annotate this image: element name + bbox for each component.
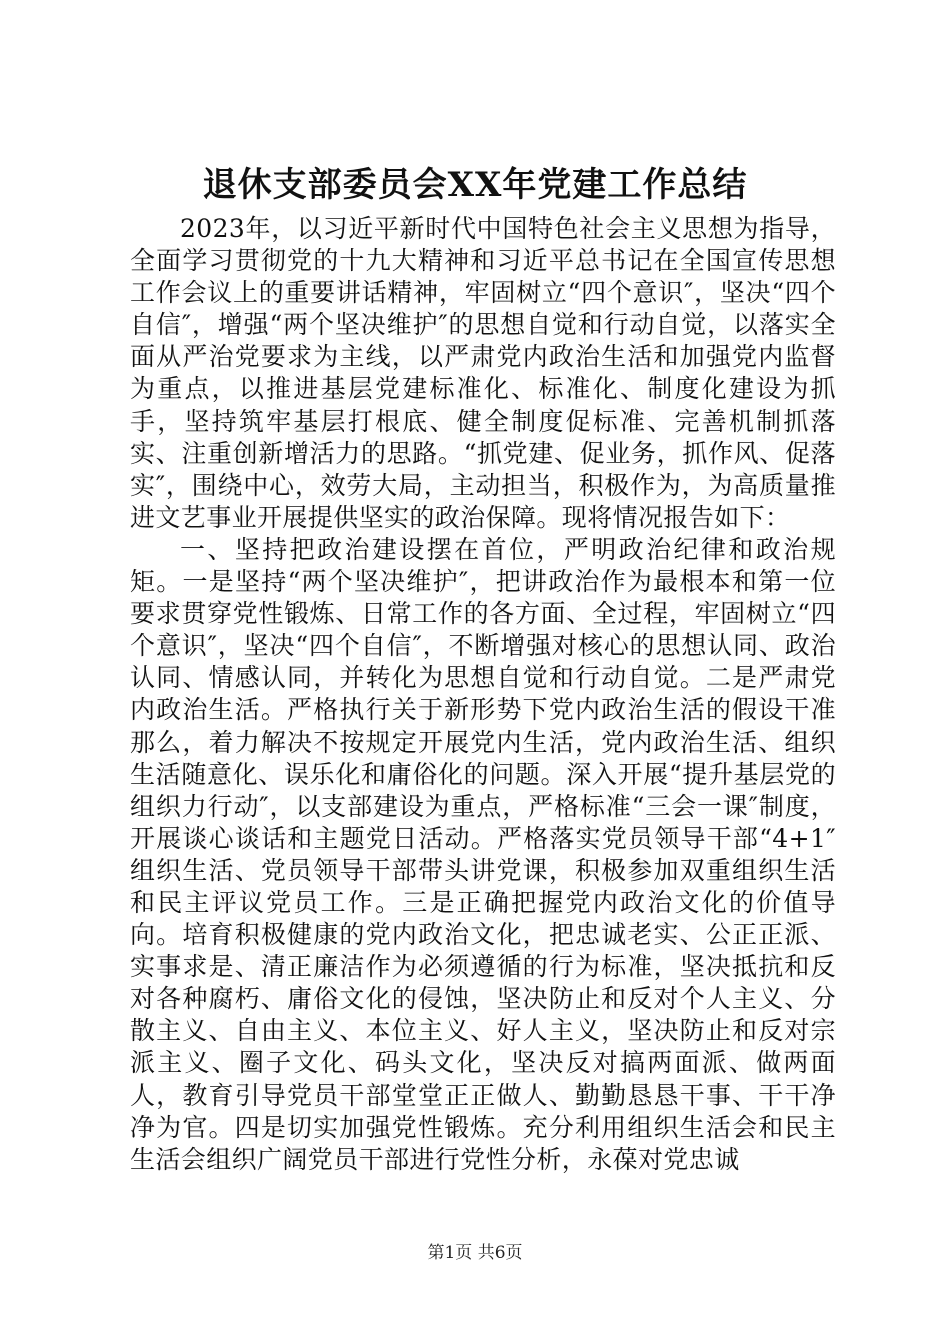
- document-body: [130, 213, 836, 1176]
- section-one-paragraph: 一、坚持把政治建设摆在首位，严明政治纪律和政治规矩。一是坚持“两个坚决维护″，把讲政治作为最根本和第一位要求贯穿党性锻炼、日常工作的各方面、全过程，牢固树立“四个意识″，坚决“四个自信″，不断增强对核心的思想认同、政治认同、情感认同，并转化为思想自觉和行动自觉。二是严肃党内政治生活。严格执行关于新形势下党内政治生活的假设干准那么，着力解决不按规定开展党内生活，党内政治生活、组织生活随意化、误乐化和庸俗化的问题。深入开展“提升基层党的组织力行动″，以支部建设为重点，严格标准“三会一课″制度，开展谈心谈话和主题党日活动。严格落实党员领导干部“4+1″组织生活、党员领导干部带头讲党课，积极参加双重组织生活和民主评议党员工作。三是正确把握党内政治文化的价值导向。培育积极健康的党内政治文化，把忠诚老实、公正正派、实事求是、清正廉洁作为必须遵循的行为标准，坚决抵抗和反对各种腐朽、庸俗文化的侵蚀，坚决防止和反对个人主义、分散主义、自由主义、本位主义、好人主义，坚决防止和反对宗派主义、圈子文化、码头文化，坚决反对搞两面派、做两面人，教育引导党员干部堂堂正正做人、勤勤恳恳干事、干干净净为官。四是切实加强党性锻炼。充分利用组织生活会和民主生活会组织广阔党员干部进行党性分析，永葆对党忠诚: [130, 534, 836, 1174]
- intro-paragraph: 2023年，以习近平新时代中国特色社会主义思想为指导，全面学习贯彻党的十九大精神和习近平总书记在全国宣传思想工作会议上的重要讲话精神，牢固树立“四个意识″，坚决“四个自信″，增强“两个坚决维护″的思想自觉和行动自觉，以落实全面从严治党要求为主线，以严肃党内政治生活和加强党内监督为重点，以推进基层党建标准化、标准化、制度化建设为抓手，坚持筑牢基层打根底、健全制度促标准、完善机制抓落实、注重创新增活力的思路。“抓党建、促业务，抓作风、促落实″，围绕中心，效劳大局，主动担当，积极作为，为高质量推进文艺事业开展提供坚实的政治保障。现将情况报告如下：: [130, 214, 836, 532]
- document-title: 退休支部委员会XX年党建工作总结: [202, 165, 748, 205]
- page-number-footer: 第1页 共6页: [427, 1243, 523, 1263]
